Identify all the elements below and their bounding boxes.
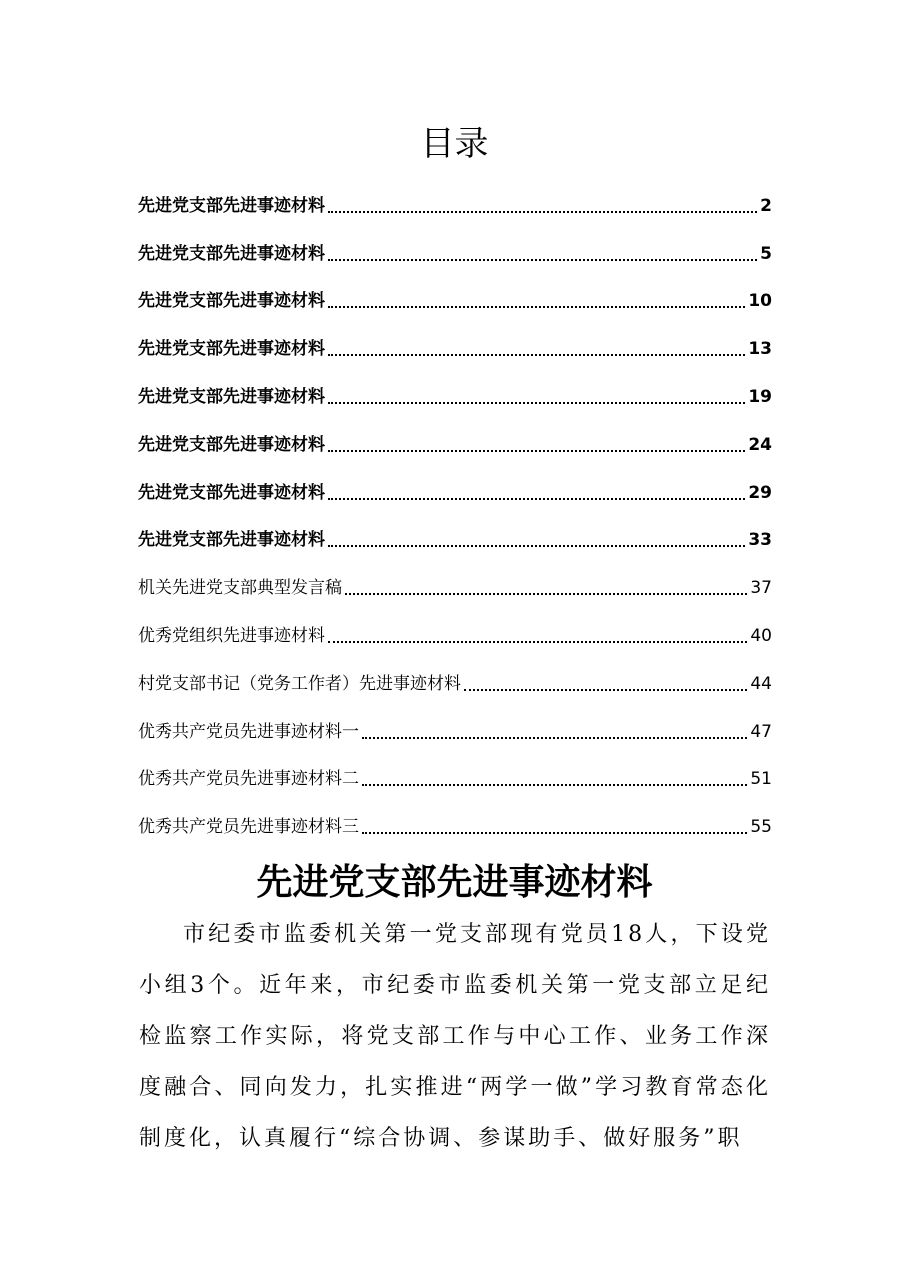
toc-entry-title: 村党支部书记（党务工作者）先进事迹材料 (138, 673, 461, 694)
toc-dot-leader (345, 592, 747, 595)
body-paragraph: 市纪委市监委机关第一党支部现有党员18人，下设党小组3个。近年来，市纪委市监委机关第一党支部立足纪检监察工作实际，将党支部工作与中心工作、业务工作深度融合、同向发力，扎实推进“两学一做”学习教育常态化制度化，认真履行“综合协调、参谋助手、做好服务”职 (139, 922, 771, 1151)
toc-entry[interactable] (138, 313, 772, 361)
toc-entry[interactable] (138, 648, 772, 696)
toc-entry[interactable] (138, 409, 772, 457)
toc-dot-leader (328, 305, 745, 308)
toc-page-number: 19 (748, 386, 772, 407)
toc-entry-title: 先进党支部先进事迹材料 (138, 339, 325, 360)
toc-page-number: 10 (748, 291, 772, 312)
toc-dot-leader (362, 783, 747, 786)
toc-entry-title: 优秀党组织先进事迹材料 (138, 625, 325, 646)
toc-entry-title: 先进党支部先进事迹材料 (138, 482, 325, 503)
toc-dot-leader (328, 497, 745, 500)
toc-entry[interactable] (138, 361, 772, 409)
toc-entry[interactable] (138, 218, 772, 266)
section-title: 先进党支部先进事迹材料 (256, 862, 653, 903)
toc-dot-leader (328, 258, 757, 261)
toc-dot-leader (328, 401, 745, 404)
toc-entry-title: 先进党支部先进事迹材料 (138, 386, 325, 407)
toc-page-number: 40 (750, 625, 772, 646)
toc-title: 目录 (420, 124, 489, 164)
toc-entry[interactable] (138, 505, 772, 553)
toc-entry[interactable] (138, 600, 772, 648)
toc-entry-title: 优秀共产党员先进事迹材料二 (138, 769, 359, 790)
toc-entry-title: 先进党支部先进事迹材料 (138, 530, 325, 551)
toc-entry-title: 先进党支部先进事迹材料 (138, 243, 325, 264)
toc-dot-leader (328, 210, 757, 213)
toc-page-number: 5 (760, 243, 772, 264)
toc-entry[interactable] (138, 552, 772, 600)
toc-dot-leader (328, 544, 745, 547)
toc-page-number: 29 (748, 482, 772, 503)
toc-dot-leader (464, 688, 747, 691)
toc-page-number: 2 (760, 195, 772, 216)
toc-dot-leader (328, 353, 745, 356)
toc-dot-leader (362, 736, 747, 739)
toc-entry[interactable] (138, 696, 772, 744)
table-of-contents (138, 170, 772, 839)
toc-entry[interactable] (138, 170, 772, 218)
toc-entry[interactable] (138, 791, 772, 839)
toc-dot-leader (328, 640, 747, 643)
toc-page-number: 51 (750, 769, 772, 790)
toc-dot-leader (362, 831, 747, 834)
toc-page-number: 37 (750, 578, 772, 599)
toc-entry-title: 机关先进党支部典型发言稿 (138, 578, 342, 599)
toc-page-number: 13 (748, 339, 772, 360)
toc-page-number: 33 (748, 530, 772, 551)
toc-entry[interactable] (138, 744, 772, 792)
toc-page-number: 24 (748, 434, 772, 455)
toc-entry-title: 优秀共产党员先进事迹材料三 (138, 817, 359, 838)
toc-entry[interactable] (138, 266, 772, 314)
toc-entry-title: 先进党支部先进事迹材料 (138, 291, 325, 312)
toc-dot-leader (328, 449, 745, 452)
toc-page-number: 44 (750, 673, 772, 694)
toc-entry-title: 先进党支部先进事迹材料 (138, 434, 325, 455)
toc-entry[interactable] (138, 457, 772, 505)
toc-entry-title: 先进党支部先进事迹材料 (138, 195, 325, 216)
toc-page-number: 55 (750, 817, 772, 838)
toc-page-number: 47 (750, 721, 772, 742)
toc-entry-title: 优秀共产党员先进事迹材料一 (138, 721, 359, 742)
